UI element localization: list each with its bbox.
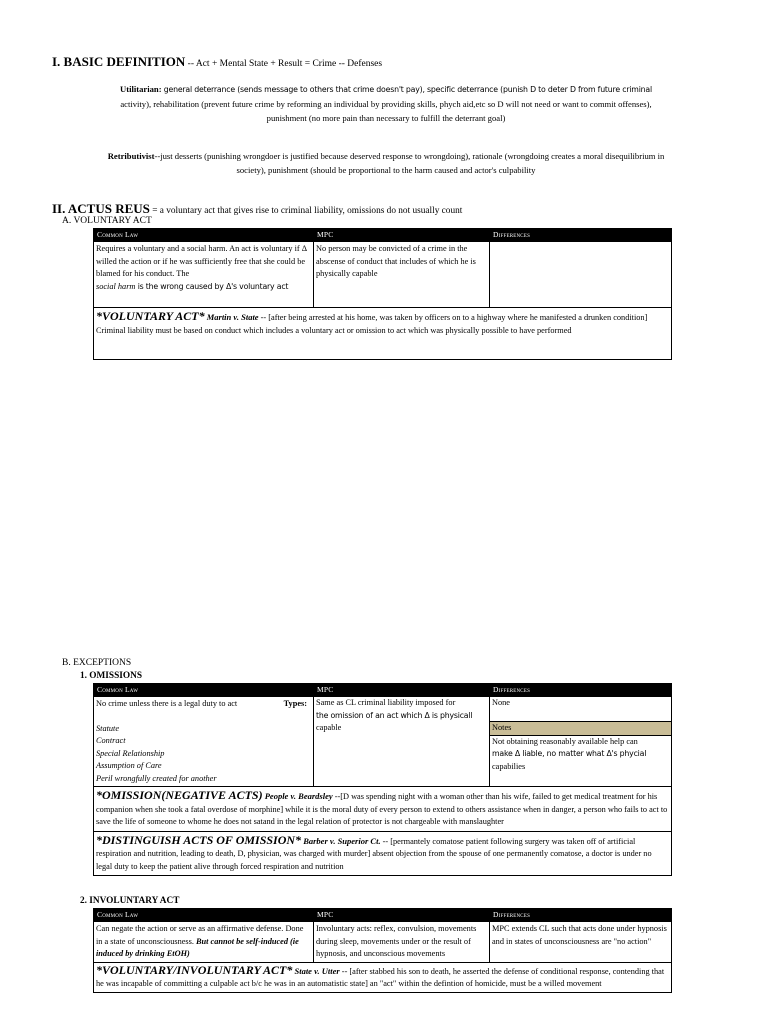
cell-differences [490,697,672,787]
type-item: Peril wrongfully created for another [96,773,217,783]
section-title: I. BASIC DEFINITION [52,54,186,69]
case-cell [94,308,672,360]
cell-differences: MPC extends CL such that acts done under hypnosis and in states of unconsciousness are "no action" [490,922,672,963]
header-differences: Differences [490,684,672,697]
header-common-law: Common Law [94,684,314,697]
header-common-law: Common Law [94,229,314,242]
notes-line-1: Not obtaining reasonably available help can [492,736,638,746]
header-differences: Differences [490,909,672,922]
retributivist-paragraph [100,149,672,177]
cell-mpc: Involuntary acts: reflex, convulsion, movements during sleep, movements under or the result of hypnosis, and unconscious movements [314,922,490,963]
cell-mpc [314,697,490,787]
mpc-line-2: the omission of an act which Δ is physicall [316,710,473,720]
mpc-line-3: capable [316,723,342,732]
table-header-row [94,909,672,922]
section-basic-definition [52,54,382,70]
table-row [94,242,672,308]
mpc-line-1: Same as CL criminal liability imposed for [316,698,456,707]
utilitarian-text-1: general deterrance (sends message to others that crime doesn't pay), specific deterrance (punish D to deter D from future criminal [163,85,652,94]
cl-bold: But cannot be self-induced (ie induced by drinking EtOH) [96,936,299,958]
cl-italic: social harm [96,281,136,291]
header-differences: Differences [490,229,672,242]
case-row [94,962,672,992]
case-name: People v. Beardsley [262,791,333,801]
omissions-table [93,683,672,876]
case-title: *VOLUNTARY ACT* [96,309,205,323]
table-row [94,697,672,787]
case-text: -- [after being arrested at his home, was taken by officers on to a highway where he manifested a drunken condition] Criminal liability must be based on conduct which includes a voluntary act or omission to act which was physically possible to have performed [96,313,648,335]
subsection-involuntary-act: 2. INVOLUNTARY ACT [80,896,180,906]
section-subtitle: -- Act + Mental State + Result = Crime -- Defenses [185,59,383,69]
type-item: Contract [96,736,126,745]
case-cell [94,787,672,832]
table-header-row [94,229,672,242]
cell-differences [490,242,672,308]
subsection-voluntary-act: A. VOLUNTARY ACT [62,216,152,226]
cl-line [96,698,311,711]
voluntary-act-table [93,228,672,360]
case-text: -- [permantely comatose patient following surgery was taken off of artificial respiration and nutrition, leading to death, D, physician, was charged with murder] absent objection from the spouse of one permanently comatose, a doctor is under no legal duty to keep the patient alive through forced respiration and nutrition [96,836,652,871]
table-header-row [94,684,672,697]
cell-common-law [94,697,314,787]
header-mpc: MPC [314,229,490,242]
notes-line-2: make Δ liable, no matter what Δ's phycial [492,749,647,758]
cell-common-law [94,922,314,963]
table-row [94,922,672,963]
cl-tail: is the wrong caused by Δ's voluntary act [135,281,289,291]
notes-label: Notes [490,722,671,736]
type-item: Statute [96,723,120,733]
header-common-law: Common Law [94,909,314,922]
utilitarian-paragraph [100,82,672,125]
case-title: *DISTINGUISH ACTS OF OMISSION* [96,832,302,847]
utilitarian-label: Utilitarian: [120,84,164,94]
utilitarian-text-2: activity), rehabilitation (prevent future crime by reforming an individual by providing skills, phych aid,etc so D will not need or want to commit offenses), punishment (no more pain than necessary to fulfill the deterrant goal) [120,99,652,123]
cell-common-law [94,242,314,308]
cl-text: No crime unless there is a legal duty to act [96,699,238,708]
case-text: -- [after stabbed his son to death, he asserted the defense of conditional response, contending that he was incapable of committing a culpable act b/c he was in an automatistic state] an "act" within the defintion of homicide, must be a willed movement [96,966,665,988]
retributivist-text: --just desserts (punishing wrongdoer is justified because deserved response to wrongdoing), rationale (wrongdoing creates a moral disequilibrium in society), punishment (should be proportional to the harm caused and actor's culpability [154,151,665,175]
involuntary-act-table [93,908,672,993]
case-name: Martin v. State [204,312,259,322]
case-title: *VOLUNTARY/INVOLUNTARY ACT* [96,962,293,977]
diff-text: None [490,697,671,722]
case-name: Barber v. Superior Ct. [301,835,381,846]
type-item: Assumption of Care [96,761,162,770]
cl-text: Can negate the action or serve as an affirmative defense. Done in a state of unconsciousness. [96,924,304,946]
retributivist-label: Retributivist [107,151,155,161]
case-title: *OMISSION(NEGATIVE ACTS) [96,788,263,802]
section-title: II. ACTUS REUS [52,201,150,216]
header-mpc: MPC [314,684,490,697]
case-cell [94,831,672,876]
header-mpc: MPC [314,909,490,922]
subsection-omissions: 1. OMISSIONS [80,671,142,681]
case-row [94,787,672,832]
section-subtitle: = a voluntary act that gives rise to criminal liability, omissions do not usually count [149,206,463,216]
type-item: Special Relationship [96,748,165,758]
cell-mpc: No person may be convicted of a crime in the abscense of conduct that includes of which he is physically capable [314,242,490,308]
case-row [94,308,672,360]
types-label: Types: [283,699,307,708]
subsection-exceptions: B. EXCEPTIONS [62,658,132,668]
cl-text: Requires a voluntary and a social harm. An act is voluntary if Δ willed the action or if he was sufficiently free that she could be blamed for his conduct. The [96,244,307,278]
notes-line-3: capabilies [492,761,526,771]
case-cell [94,962,672,992]
section-actus-reus [52,201,462,217]
case-name: State v. Utter [292,965,340,976]
case-text: --[D was spending night with a woman other than his wife, failed to get medical treatment for his companion when she took a fatal overdose of morphine] while it is the moral duty of every person to extend to others assistance when in danger, a person who fails to act to save the life of someone to whome he does not satand in the legal relation of protector is not chargeable with manslaughter [96,792,668,826]
case-row [94,831,672,876]
